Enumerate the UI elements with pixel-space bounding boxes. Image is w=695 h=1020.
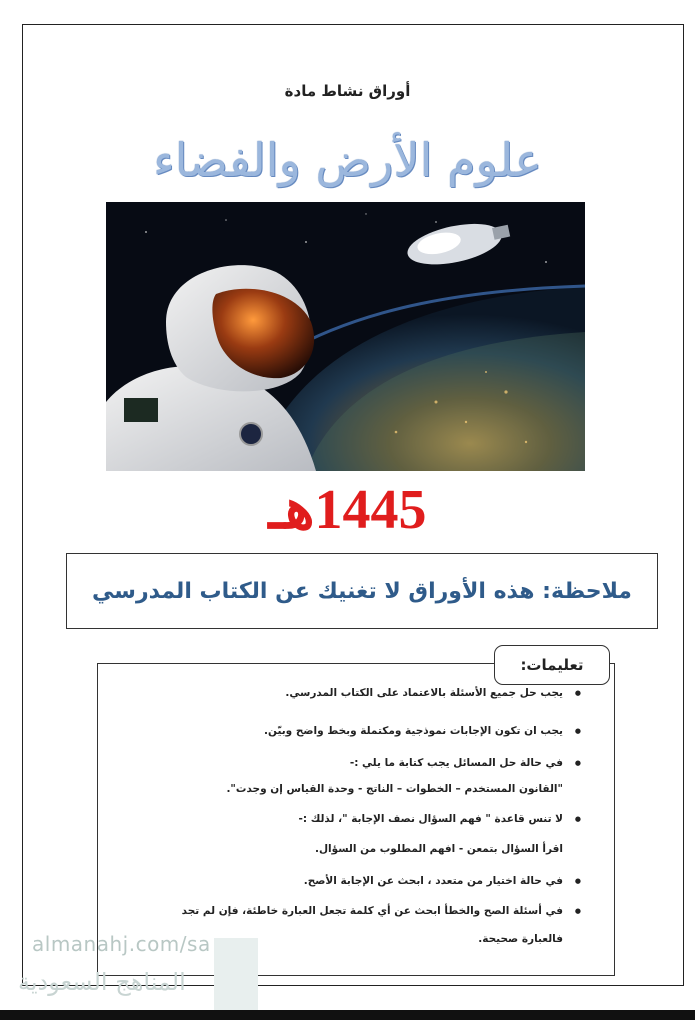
astronaut-earth-image <box>106 202 585 471</box>
watermark-logo-block <box>214 938 258 1010</box>
list-item: ● في حالة اختيار من متعدد ، ابحث عن الإجابة الأصح. <box>110 874 585 888</box>
note-box <box>66 553 658 629</box>
note-text: ملاحظة: هذه الأوراق لا تغنيك عن الكتاب المدرسي <box>92 578 632 604</box>
instructions-heading-tab <box>494 645 610 685</box>
watermark-arabic-text: المناهج السعودية <box>18 968 186 996</box>
watermark-latin-text: almanahj.com/sa <box>32 932 211 956</box>
instructions-heading: تعليمات: <box>520 656 584 674</box>
document-subtitle: أوراق نشاط مادة <box>284 82 411 100</box>
watermark <box>14 932 264 1012</box>
list-item: ● في حالة حل المسائل يجب كتابة ما يلي :- <box>110 756 585 770</box>
list-item: اقرأ السؤال بتمعن - افهم المطلوب من السؤال. <box>314 843 563 855</box>
list-item: ● لا تنس قاعدة " فهم السؤال نصف الإجابة "، لذلك :- <box>110 812 585 826</box>
document-title: علوم الأرض والفضاء <box>153 133 542 187</box>
list-item: فالعبارة صحيحة. <box>478 933 563 945</box>
list-item: ● في أسئلة الصح والخطأ ابحث عن أي كلمة تجعل العبارة خاطئة، فإن لم تجد <box>110 904 585 918</box>
bottom-bar <box>0 1010 695 1020</box>
list-item: ● يجب ان تكون الإجابات نموذجية ومكتملة وبخط واضح وبيّن. <box>110 724 585 738</box>
year-label: 1445هـ <box>268 479 427 541</box>
list-item: ● يجب حل جميع الأسئلة بالاعتماد على الكتاب المدرسي. <box>110 686 585 700</box>
list-item: "القانون المستخدم – الخطوات – الناتج - وحدة القياس إن وجدت". <box>226 783 563 795</box>
